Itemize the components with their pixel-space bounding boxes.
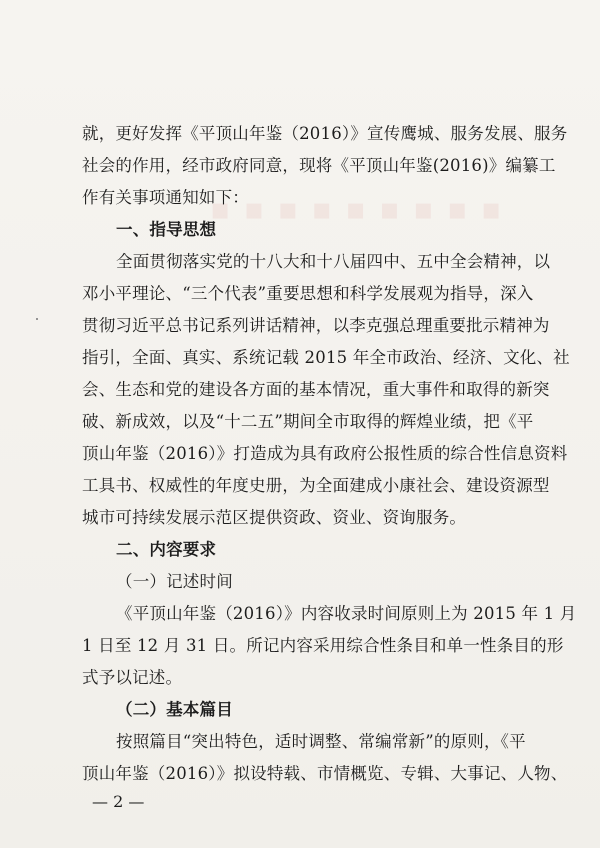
subsection-1-line-2: 1 日至 12 月 31 日。所记内容采用综合性条目和单一性条目的形 — [82, 636, 564, 655]
subsection-1-line-1: 《平顶山年鉴（2016）》内容收录时间原则上为 2015 年 1 月 — [116, 604, 577, 623]
subsection-2-heading: （二）基本篇目 — [116, 700, 233, 719]
section-1-heading: 一、指导思想 — [116, 220, 217, 239]
section-1-line-8: 工具书、权威性的年度史册，为全面建成小康社会、建设资源型 — [82, 476, 550, 495]
subsection-1-heading: （一）记述时间 — [116, 572, 233, 591]
subsection-2-line-1: 按照篇目“突出特色，适时调整、常编常新”的原则，《平 — [116, 732, 526, 751]
section-1-line-3: 贯彻习近平总书记系列讲话精神，以李克强总理重要批示精神为 — [82, 316, 550, 335]
subsection-2-line-2: 顶山年鉴（2016）》拟设特载、市情概览、专辑、大事记、人物、 — [82, 764, 568, 783]
intro-line-3: 作有关事项通知如下： — [82, 188, 249, 207]
subsection-1-line-3: 式予以记述。 — [82, 668, 183, 687]
intro-line-1: 就，更好发挥《平顶山年鉴（2016）》宣传鹰城、服务发展、服务 — [82, 124, 568, 143]
section-2-heading: 二、内容要求 — [116, 540, 217, 559]
section-1-line-2: 邓小平理论、“三个代表”重要思想和科学发展观为指导，深入 — [82, 284, 534, 303]
scan-speck — [36, 318, 38, 320]
section-1-line-4: 指引，全面、真实、系统记载 2015 年全市政治、经济、文化、社 — [82, 348, 570, 367]
section-1-line-9: 城市可持续发展示范区提供资政、资业、资询服务。 — [82, 508, 467, 527]
page-number: — 2 — — [92, 792, 145, 811]
section-1-line-6: 破、新成效，以及“十二五”期间全市取得的辉煌业绩，把《平 — [82, 412, 534, 431]
section-1-line-1: 全面贯彻落实党的十八大和十八届四中、五中全会精神，以 — [116, 252, 551, 271]
section-1-line-7: 顶山年鉴（2016）》打造成为具有政府公报性质的综合性信息资料 — [82, 444, 568, 463]
bleed-through-text: ▪ ▪ ▪ ▪ ▪ ▪ ▪ ▪ ▪ — [210, 192, 504, 227]
intro-line-2: 社会的作用，经市政府同意，现将《平顶山年鉴(2016)》编纂工 — [82, 156, 556, 175]
section-1-line-5: 会、生态和党的建设各方面的基本情况，重大事件和取得的新突 — [82, 380, 550, 399]
